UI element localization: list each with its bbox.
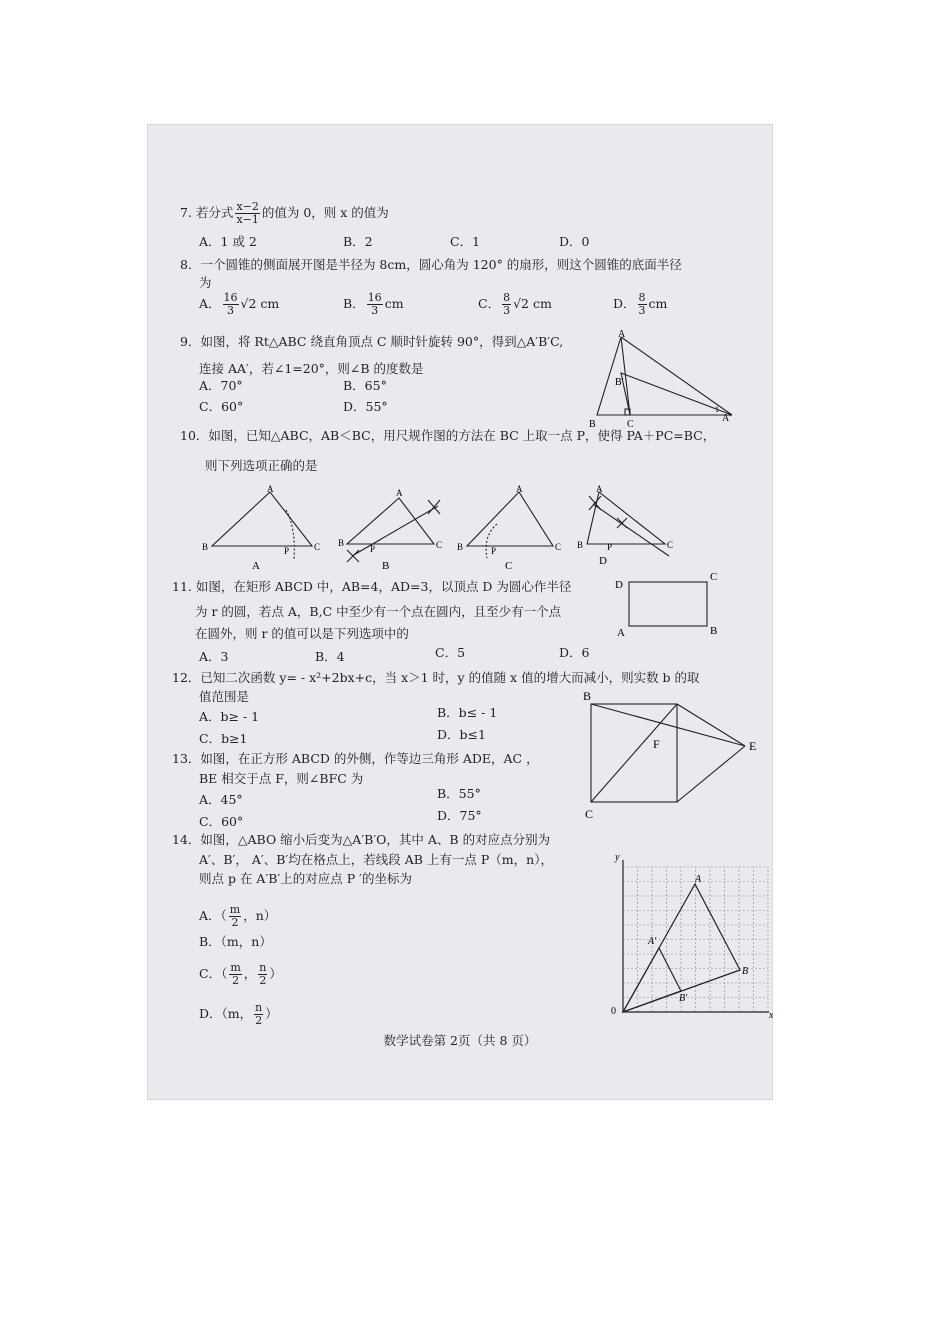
q10-caption-c: C bbox=[505, 560, 513, 572]
svg-text:A: A bbox=[516, 484, 523, 494]
svg-text:B: B bbox=[577, 540, 584, 550]
svg-text:B: B bbox=[457, 542, 464, 552]
q13-stem-line2: BE 相交于点 F，则∠BFC 为 bbox=[199, 771, 364, 786]
q12-stem-line2: 值范围是 bbox=[199, 689, 250, 704]
q12-option-c: C．b≥1 bbox=[199, 731, 248, 746]
q14-stem-line1: 14．如图，△ABO 缩小后变为△A′B′O，其中 A、B 的对应点分别为 bbox=[172, 832, 551, 847]
svg-text:y: y bbox=[615, 852, 620, 863]
svg-text:A: A bbox=[695, 874, 702, 885]
svg-text:C: C bbox=[314, 542, 321, 552]
svg-text:C: C bbox=[667, 540, 674, 550]
q9-label-a-prime: A′ bbox=[722, 413, 732, 424]
q13-option-a: A．45° bbox=[199, 792, 243, 807]
exam-page bbox=[147, 124, 773, 1100]
svg-text:P: P bbox=[284, 546, 290, 556]
q9-stem-line1: 9．如图，将 Rt△ABC 绕直角顶点 C 顺时针旋转 90°，得到△A′B′C, bbox=[180, 334, 564, 349]
q8-option-d: D． $\frac{8}{3}$ cm bbox=[613, 291, 668, 317]
q14-option-a: A．（ $\frac{m}{2}$ ，n） bbox=[199, 903, 277, 929]
q11-option-a: A．3 bbox=[199, 649, 229, 664]
q14-figure bbox=[607, 854, 773, 1024]
q12-option-a: A．b≥ - 1 bbox=[199, 709, 260, 724]
q11-option-c: C．5 bbox=[435, 645, 466, 660]
svg-text:B: B bbox=[742, 966, 749, 977]
svg-text:C: C bbox=[710, 571, 718, 583]
q9-label-b: B bbox=[589, 419, 596, 430]
q9-figure bbox=[587, 329, 737, 429]
q12-option-b: B．b≤ - 1 bbox=[437, 705, 498, 720]
svg-text:A′: A′ bbox=[648, 936, 657, 947]
q7-option-c: C．1 bbox=[450, 234, 481, 249]
svg-text:B′: B′ bbox=[679, 993, 688, 1004]
q14-stem-line3: 则点 p 在 A′B′上的对应点 P ′的坐标为 bbox=[199, 871, 413, 886]
q10-caption-a: A bbox=[252, 560, 260, 572]
q9-option-a: A．70° bbox=[199, 378, 243, 393]
q9-label-angle-1: 1 bbox=[715, 405, 719, 414]
q7-option-b: B．2 bbox=[343, 234, 373, 249]
q9-label-c: C bbox=[627, 419, 634, 430]
q10-caption-b: B bbox=[382, 560, 390, 572]
svg-text:A: A bbox=[596, 484, 603, 494]
q11-figure bbox=[613, 572, 733, 642]
q13-option-b: B．55° bbox=[437, 786, 481, 801]
svg-text:0: 0 bbox=[611, 1006, 616, 1017]
q9-option-d: D．55° bbox=[343, 399, 388, 414]
svg-text:B: B bbox=[338, 538, 345, 548]
q7-stem: 7. 若分式 $\frac{x-2}{x-1}$ 的值为 0，则 x 的值为 bbox=[180, 200, 389, 226]
q7-option-a: A．1 或 2 bbox=[199, 234, 257, 249]
svg-text:x: x bbox=[769, 1010, 774, 1021]
q13-stem-line1: 13．如图，在正方形 ABCD 的外侧，作等边三角形 ADE，AC ， bbox=[172, 751, 539, 766]
q8-option-b: B． $\frac{16}{3}$ cm bbox=[343, 291, 404, 317]
q10-figure-d bbox=[577, 484, 707, 574]
q11-stem-line1: 11. 如图，在矩形 ABCD 中，AB=4，AD=3，以顶点 D 为圆心作半径 bbox=[172, 579, 572, 594]
q11-option-b: B．4 bbox=[315, 649, 345, 664]
q10-stem-line2: 则下列选项正确的是 bbox=[205, 458, 318, 473]
svg-text:C: C bbox=[555, 542, 562, 552]
svg-text:B: B bbox=[583, 689, 592, 703]
q8-stem-line2: 为 bbox=[199, 275, 212, 290]
page-footer: 数学试卷第 2页（共 8 页） bbox=[383, 1033, 537, 1048]
q9-stem-line2: 连接 AA′，若∠1=20°，则∠B 的度数是 bbox=[199, 361, 424, 376]
q9-label-a: A bbox=[618, 329, 626, 340]
svg-text:P: P bbox=[370, 544, 376, 554]
q8-stem-line1: 8．一个圆锥的侧面展开图是半径为 8cm，圆心角为 120° 的扇形，则这个圆锥的底面半径 bbox=[180, 257, 682, 272]
q8-option-a: A． $\frac{16}{3}$ √2 cm bbox=[199, 291, 280, 317]
q10-stem-line1: 10．如图，已知△ABC，AB＜BC，用尺规作图的方法在 BC 上取一点 P，使得 PA＋PC=BC， bbox=[180, 428, 716, 443]
q7-option-d: D．0 bbox=[559, 234, 590, 249]
q9-option-c: C．60° bbox=[199, 399, 244, 414]
svg-text:D: D bbox=[615, 579, 623, 591]
q12-option-d: D．b≤1 bbox=[437, 727, 486, 742]
svg-text:P: P bbox=[491, 546, 497, 556]
svg-text:A: A bbox=[396, 488, 403, 498]
q14-stem-line2: A′、B′， A′、B′均在格点上，若线段 AB 上有一点 P（m，n）， bbox=[199, 852, 553, 867]
svg-text:P: P bbox=[607, 542, 613, 552]
q9-label-b-prime: B′ bbox=[615, 377, 624, 388]
svg-text:A: A bbox=[267, 484, 274, 494]
svg-text:C: C bbox=[436, 540, 443, 550]
q14-option-b: B．（m，n） bbox=[199, 934, 272, 949]
svg-text:E: E bbox=[749, 739, 757, 753]
svg-text:B: B bbox=[710, 625, 718, 637]
q10-caption-d: D bbox=[599, 555, 607, 567]
svg-text:F: F bbox=[653, 737, 660, 751]
q12-stem-line1: 12．已知二次函数 y= - x²+2bx+c，当 x＞1 时，y 的值随 x 值的增大而减小，则实数 b 的取 bbox=[172, 670, 700, 685]
svg-text:A: A bbox=[617, 627, 625, 639]
q10-figure-a bbox=[202, 484, 332, 574]
q11-option-d: D．6 bbox=[559, 645, 590, 660]
q14-option-d: D．（m， $\frac{n}{2}$ ） bbox=[199, 1001, 278, 1027]
svg-text:B: B bbox=[202, 542, 209, 552]
svg-text:C: C bbox=[585, 807, 594, 821]
q13-option-d: D．75° bbox=[437, 808, 482, 823]
q8-option-c: C． $\frac{8}{3}$ √2 cm bbox=[478, 291, 552, 317]
q11-stem-line3: 在圆外，则 r 的值可以是下列选项中的 bbox=[195, 626, 409, 641]
q10-figure-b bbox=[338, 484, 472, 574]
q13-option-c: C．60° bbox=[199, 814, 244, 829]
q10-figure-c bbox=[457, 484, 587, 574]
q14-option-c: C．（ $\frac{m}{2}$ ， $\frac{n}{2}$ ） bbox=[199, 961, 282, 987]
q9-option-b: B．65° bbox=[343, 378, 387, 393]
q13-figure bbox=[577, 684, 767, 824]
q11-stem-line2: 为 r 的圆，若点 A，B,C 中至少有一个点在圆内，且至少有一个点 bbox=[195, 604, 562, 619]
